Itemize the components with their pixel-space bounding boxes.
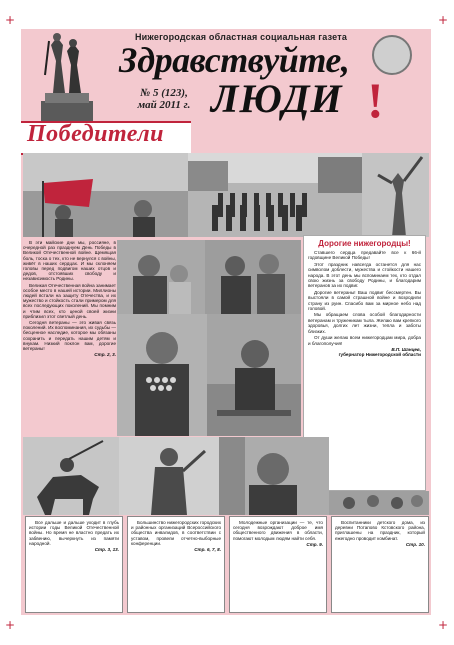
greeting-paragraph: Дорогие ветераны! Ваш подвиг бессмертен. Вы выстояли в самой страшной войне и возродили страну из руин. Спасибо вам за мирное небо над головой. — [308, 289, 421, 312]
greeting-paragraph: Этот праздник навсегда останется для нас символом доблести, мужества и стойкости нашего народа. В этот день мы вспоминаем тех, кто отдал свою жизнь за свободу Родины, и благодарим ветеранов за их подвиг. — [308, 261, 421, 289]
photo-veteran-with-child — [117, 240, 205, 314]
photo-flag-bearer — [23, 153, 188, 237]
bottom-article-4 — [331, 516, 429, 613]
bottom-article-1 — [25, 516, 123, 613]
photo-bronze-soldier — [119, 437, 219, 515]
crop-mark-bottom-left: + — [5, 618, 16, 632]
newspaper-page — [21, 29, 431, 615]
photo-children-crowd — [329, 491, 429, 515]
bottom-article-text: Воспитанники детского дома, из деревни Потапово Кстовского района, приглашены на праздник, который ежегодно проводит комбинат. — [335, 520, 425, 541]
greeting-body — [304, 250, 425, 358]
main-article-page-ref: Стр. 2, 3. — [94, 352, 116, 358]
masthead-title-line1: Здравствуйте, — [119, 40, 350, 80]
greeting-signature: В.П. Шанцев, — [391, 346, 421, 352]
greeting-paragraph: Ставшего сердца предавайте все к 66-й годовщине Великой Победы! — [308, 250, 421, 261]
bottom-article-text: Молодежные организации — те, что сегодня возрождают доброе имя общественного движения в области, помогают молодым людям найти себя. — [233, 520, 323, 541]
section-title: Победители — [27, 121, 165, 147]
monument-illustration — [23, 31, 105, 129]
main-article — [23, 240, 116, 436]
greeting-paragraph: От души желаю всем нижегородцам мира, добра и благополучия! — [308, 335, 421, 346]
masthead-title-line2: ЛЮДИ — [211, 76, 343, 121]
newspaper-seal — [372, 35, 412, 75]
bottom-article-3 — [229, 516, 327, 613]
main-article-paragraph: В эти майские дни мы, россияне, в очередной раз празднуем День Победы в Великой Отечественной войне. Щемящая боль, тоска о тех, кто не вернулся с войны, живёт в наших сердцах. И мы склоняем головы перед подвигом наших отцов и дедов, отстоявших свободу и независимость Родины. — [23, 240, 116, 282]
bottom-article-page-ref: Стр. 6, 7, 8. — [194, 547, 221, 553]
issue-date: май 2011 г. — [137, 99, 191, 111]
greeting-paragraph: Мы обращаем слова особой благодарности ветеранам и труженикам тыла. Желаю вам крепкого здоровья, долгих лет жизни, тепла и заботы близких. — [308, 312, 421, 334]
bottom-article-text: Большинство нижегородских городских и районных организаций Всероссийского общества инвалидов, в соответствии с уставом, провели отчетно-выборные конференции. — [131, 520, 221, 546]
bottom-article-page-ref: Стр. 9. — [306, 541, 323, 547]
main-article-paragraph: Великая Отечественная война занимает особое место в нашей истории. Миллионы людей встали на защиту Отечества, и их мужество и стойкость стали примером для всех последующих поколений. Мы помним и чтим всех, кто ценой своей жизни приблизил этот светлый день. — [23, 282, 116, 319]
main-article-paragraph: Сегодня ветераны — это живая связь поколений. Их воспоминания, их судьбы — бесценное наследие, которое мы обязаны сохранить и передать нашим детям и внукам. Низкий поклон вам, дорогие ветераны! — [23, 320, 116, 352]
masthead-exclamation: ! — [367, 72, 384, 128]
photo-veteran-bench — [207, 314, 301, 436]
greeting-title: Дорогие нижегородцы! — [318, 239, 411, 248]
photo-parade — [188, 153, 362, 237]
photo-veteran-medals — [117, 314, 207, 436]
issue-info — [121, 87, 207, 111]
bottom-article-2 — [127, 516, 225, 613]
photo-cavalry — [23, 437, 119, 515]
bottom-article-page-ref: Стр. 10. — [405, 541, 425, 547]
photo-veterans-talking — [205, 240, 301, 314]
greeting-position: губернатор Нижегородской области — [338, 352, 421, 358]
crop-mark-top-left: + — [5, 13, 16, 27]
crop-mark-bottom-right: + — [438, 618, 449, 632]
bottom-article-text: Все дальше и дальше уходит в глубь истории годы Великой Отечественной войны. Но время не властно предать их забвению, вычеркнуть из памяти народной. — [29, 520, 119, 546]
masthead-subtitle: Нижегородская областная социальная газета — [134, 32, 348, 42]
photo-veteran-portrait — [219, 437, 329, 515]
photo-motherland-statue — [362, 153, 429, 237]
issue-number: № 5 (123), — [140, 87, 188, 99]
crop-mark-top-right: + — [438, 13, 449, 27]
bottom-article-page-ref: Стр. 3, 13. — [94, 547, 119, 553]
